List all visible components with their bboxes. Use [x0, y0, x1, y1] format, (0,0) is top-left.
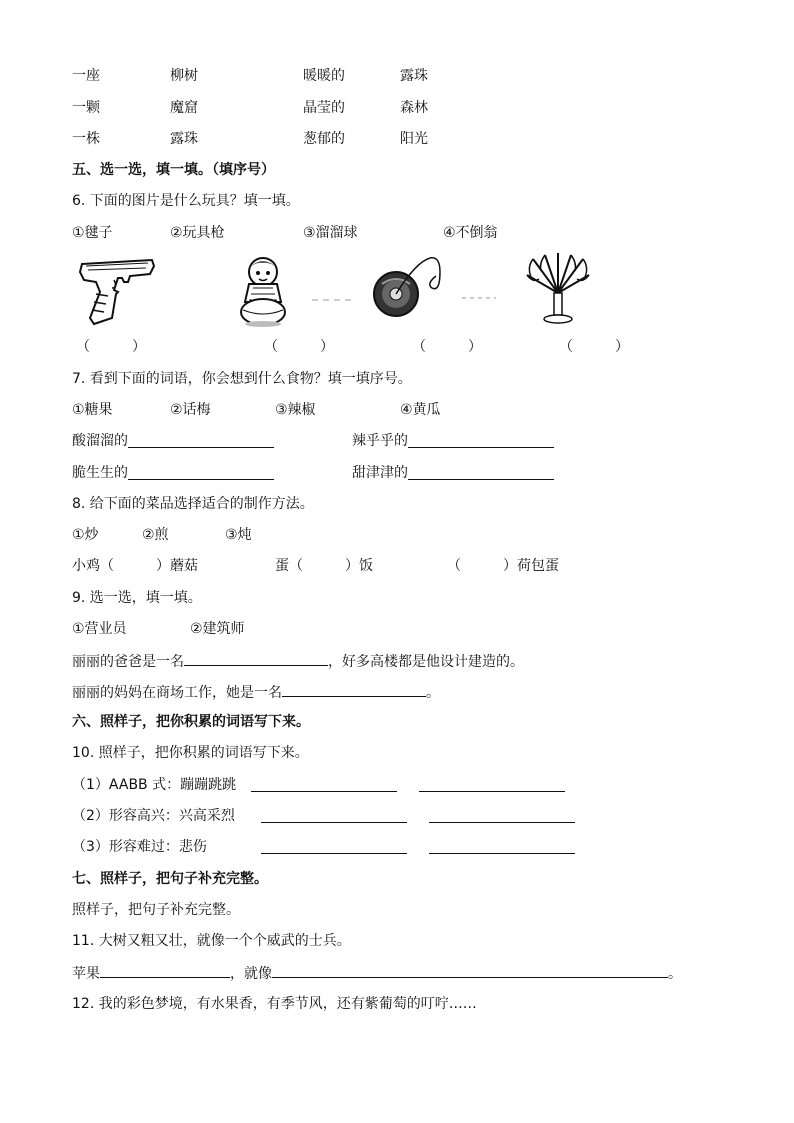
q7-answer-line[interactable] [128, 447, 274, 448]
toy-gun-icon [78, 252, 158, 330]
q10-prompt: 10. 照样子，把你积累的词语写下来。 [72, 745, 309, 761]
q11-prompt: 11. 大树又粗又壮，就像一个个威武的士兵。 [72, 933, 351, 949]
q8-option: ③炖 [225, 527, 252, 543]
q9-sentence-2: 丽丽的妈妈在商场工作，她是一名 。 [72, 682, 440, 702]
q7-word: 酸溜溜的 [72, 433, 128, 449]
q7-word: 辣乎乎的 [352, 433, 408, 449]
section7-title: 七、照样子，把句子补充完整。 [72, 871, 268, 887]
q8-item[interactable]: （ ）荷包蛋 [447, 558, 559, 574]
q7-prompt: 7. 看到下面的词语，你会想到什么食物？填一填序号。 [72, 371, 412, 387]
q11-answer-line-2[interactable] [272, 963, 668, 978]
q10-row: （1）AABB 式：蹦蹦跳跳 [72, 777, 237, 793]
q7-word: 脆生生的 [72, 465, 128, 481]
q9-answer-line[interactable] [184, 651, 328, 666]
match-col1-item: 一颗 [72, 100, 100, 116]
match-col2-item: 魔窟 [170, 100, 198, 116]
q7-answer-line[interactable] [128, 479, 274, 480]
q6-prompt: 6. 下面的图片是什么玩具？填一填。 [72, 193, 300, 209]
q9-sentence-1: 丽丽的爸爸是一名 ，好多高楼都是他设计建造的。 [72, 651, 524, 671]
q10-answer-line[interactable] [261, 822, 407, 823]
q9-prompt: 9. 选一选，填一填。 [72, 590, 202, 606]
q10-answer-line[interactable] [419, 791, 565, 792]
q8-item[interactable]: 小鸡（ ）蘑菇 [72, 558, 198, 574]
q9-option: ②建筑师 [190, 621, 245, 637]
q6-option: ①毽子 [72, 225, 113, 241]
q11-sentence: 苹果 ，就像 。 [72, 963, 682, 983]
q6-option: ④不倒翁 [443, 225, 498, 241]
q7-answer-line[interactable] [408, 479, 554, 480]
section5-title: 五、选一选，填一填。（填序号） [72, 162, 275, 178]
match-col4-item: 露珠 [400, 68, 428, 84]
match-col3-item: 晶莹的 [303, 100, 345, 116]
q8-option: ①炒 [72, 527, 99, 543]
q10-answer-line[interactable] [429, 853, 575, 854]
tumbler-doll-icon [235, 254, 291, 328]
q7-option: ②话梅 [170, 402, 211, 418]
q12-prompt: 12. 我的彩色梦境，有水果香，有季节风，还有紫葡萄的叮咛…… [72, 996, 477, 1012]
q6-answer-blank[interactable]: （ ） [76, 339, 146, 355]
q11-answer-line-1[interactable] [100, 963, 230, 978]
q6-answer-blank[interactable]: （ ） [412, 339, 482, 355]
q10-row: （3）形容难过：悲伤 [72, 839, 207, 855]
match-col1-item: 一座 [72, 68, 100, 84]
q7-option: ③辣椒 [275, 402, 316, 418]
q7-option: ④黄瓜 [400, 402, 441, 418]
yoyo-icon [312, 254, 496, 326]
q6-option: ②玩具枪 [170, 225, 225, 241]
match-col4-item: 森林 [400, 100, 428, 116]
match-col2-item: 柳树 [170, 68, 198, 84]
q7-option: ①糖果 [72, 402, 113, 418]
match-col2-item: 露珠 [170, 131, 198, 147]
q7-word: 甜津津的 [352, 465, 408, 481]
q8-prompt: 8. 给下面的菜品选择适合的制作方法。 [72, 496, 314, 512]
section7-intro: 照样子，把句子补充完整。 [72, 902, 240, 918]
match-col3-item: 暖暖的 [303, 68, 345, 84]
q10-answer-line[interactable] [429, 822, 575, 823]
q9-answer-line[interactable] [282, 682, 426, 697]
shuttlecock-icon [523, 253, 593, 327]
q9-option: ①营业员 [72, 621, 127, 637]
q10-row: （2）形容高兴：兴高采烈 [72, 808, 235, 824]
q10-answer-line[interactable] [261, 853, 407, 854]
q7-answer-line[interactable] [408, 447, 554, 448]
section6-title: 六、照样子，把你积累的词语写下来。 [72, 714, 310, 730]
q10-answer-line[interactable] [251, 791, 397, 792]
q6-answer-blank[interactable]: （ ） [264, 339, 334, 355]
q6-option: ③溜溜球 [303, 225, 358, 241]
match-col4-item: 阳光 [400, 131, 428, 147]
q6-answer-blank[interactable]: （ ） [559, 339, 629, 355]
q8-option: ②煎 [142, 527, 169, 543]
match-col3-item: 葱郁的 [303, 131, 345, 147]
match-col1-item: 一株 [72, 131, 100, 147]
q8-item[interactable]: 蛋（ ）饭 [275, 558, 373, 574]
